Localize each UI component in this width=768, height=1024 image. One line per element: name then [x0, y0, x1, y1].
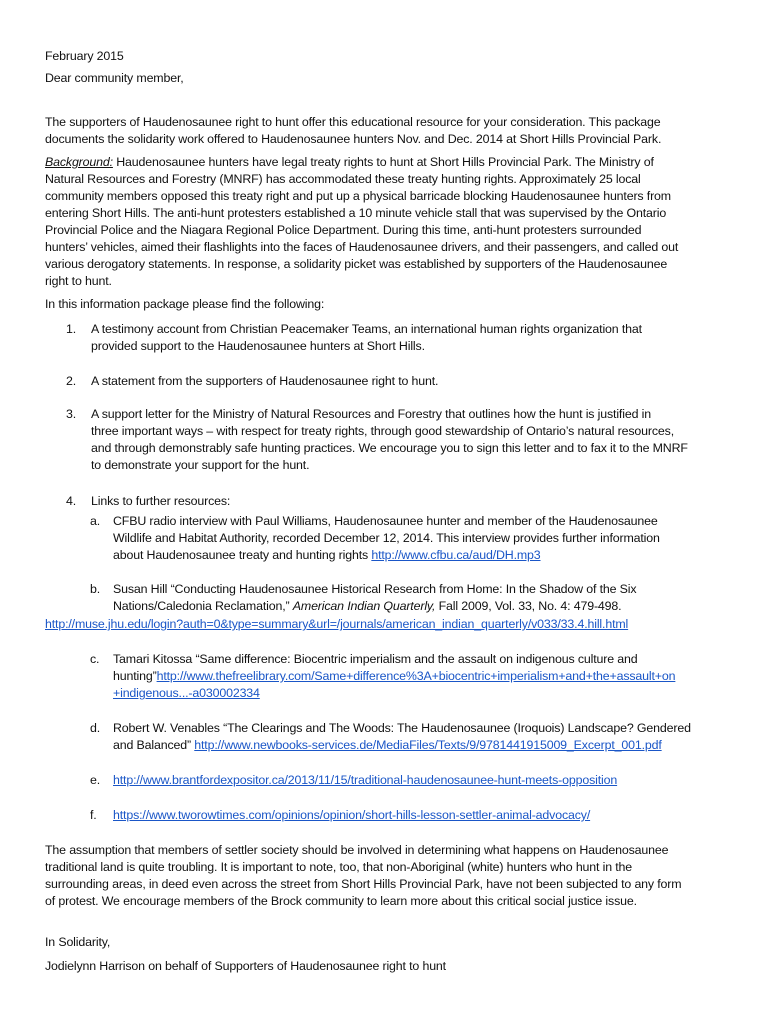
item-number: 1.	[66, 322, 77, 336]
background-line: Natural Resources and Forestry (MNRF) has accommodated these treaty hunting rights. Approximately 25 local	[45, 172, 641, 186]
intro-line: documents the solidarity work offered to Haudenosaunee hunters Nov. and Dec. 2014 at Short Hills Provincial Park.	[45, 132, 662, 146]
resource-line: Wildlife and Habitat Authority, recorded December 12, 2014. This interview provides further information	[113, 531, 660, 545]
background-line: entering Short Hills. The anti-hunt protesters established a 10 minute vehicle stall that was supervised by the Ontario	[45, 206, 667, 220]
list-item-line: Links to further resources:	[91, 494, 231, 508]
intro-line: The supporters of Haudenosaunee right to hunt offer this educational resource for your consideration. This package	[45, 115, 661, 129]
list-item-line: provided support to the Haudenosaunee hunters at Short Hills.	[91, 339, 425, 353]
salutation: Dear community member,	[45, 71, 184, 85]
resource-letter: a.	[90, 514, 101, 528]
resource-line: Tamari Kitossa “Same difference: Biocentric imperialism and the assault on indigenous culture and	[113, 652, 638, 666]
resource-line: Susan Hill “Conducting Haudenosaunee Historical Research from Home: In the Shadow of the Six	[113, 582, 637, 596]
item-number: 3.	[66, 407, 77, 421]
resource-item	[113, 651, 753, 702]
background-line: hunters’ vehicles, aimed their flashlights into the faces of Haudenosaunee drivers, and their passengers, and called out	[45, 240, 679, 254]
resource-item	[113, 807, 753, 824]
list-item	[91, 373, 731, 390]
resource-letter: c.	[90, 652, 100, 666]
resource-item	[113, 720, 753, 754]
resource-item	[113, 772, 753, 789]
intro-paragraph	[45, 114, 725, 148]
brantford-link[interactable]: http://www.brantfordexpositor.ca/2013/11/15/traditional-haudenosaunee-hunt-meets-opposition	[113, 773, 618, 787]
cfbu-link[interactable]: http://www.cfbu.ca/aud/DH.mp3	[371, 548, 541, 562]
list-item-line: A testimony account from Christian Peacemaker Teams, an international human rights organization that	[91, 322, 642, 336]
resource-letter: f.	[90, 808, 97, 822]
resource-line: Robert W. Venables “The Clearings and The Woods: The Haudenosaunee (Iroquois) Landscape? Gendered	[113, 721, 691, 735]
freelibrary-link-continued[interactable]: +indigenous...-a030002334	[113, 686, 260, 700]
background-line: community members opposed this treaty right and put up a physical barricade blocking Haudenosaunee hunters from	[45, 189, 671, 203]
conclusion-line: surrounding areas, in deed even across the street from Short Hills Provincial Park, have not been subjected to any form	[45, 877, 682, 891]
closing: In Solidarity,	[45, 935, 111, 949]
resource-line: and Balanced”	[113, 738, 195, 752]
list-item	[91, 493, 731, 510]
item-number: 4.	[66, 494, 77, 508]
list-item-line: three important ways – with respect for treaty rights, through good stewardship of Ontario’s natural resources,	[91, 424, 674, 438]
conclusion-paragraph	[45, 842, 725, 910]
list-item-line: A statement from the supporters of Haudenosaunee right to hunt.	[91, 374, 439, 388]
signature: Jodielynn Harrison on behalf of Supporters of Haudenosaunee right to hunt	[45, 959, 446, 973]
list-item-line: to demonstrate your support for the hunt.	[91, 458, 310, 472]
resource-item	[113, 513, 753, 564]
list-item	[91, 321, 731, 355]
resource-line: Nations/Caledonia Reclamation,”	[113, 599, 293, 613]
background-paragraph	[45, 154, 725, 290]
conclusion-line: traditional land is quite troubling. It is important to note, too, that non-Aboriginal (white) hunters who hunt in the	[45, 860, 633, 874]
resource-line: hunting”	[113, 669, 157, 683]
resource-line: about Haudenosaunee treaty and hunting rights	[113, 548, 372, 562]
muse-link[interactable]: http://muse.jhu.edu/login?auth=0&type=summary&url=/journals/american_indian_quarterly/v033/33.4.hill.html	[45, 617, 629, 631]
resource-b-link-row	[45, 616, 725, 633]
background-first-line: Haudenosaunee hunters have legal treaty rights to hunt at Short Hills Provincial Park. The Ministry of	[112, 155, 654, 169]
freelibrary-link[interactable]: http://www.thefreelibrary.com/Same+difference%3A+biocentric+imperialism+and+the+assault+on	[156, 669, 676, 683]
resource-item	[113, 581, 753, 615]
background-line: right to hunt.	[45, 274, 112, 288]
resource-letter: d.	[90, 721, 101, 735]
resource-line: CFBU radio interview with Paul Williams, Haudenosaunee hunter and member of the Haudenosaunee	[113, 514, 658, 528]
list-item-line: and through demonstrably safe hunting practices. We encourage you to sign this letter and to fax it to the MNRF	[91, 441, 688, 455]
background-line: various derogatory statements. In response, a solidarity picket was established by supporters of the Haudenosaunee	[45, 257, 668, 271]
newbooks-link[interactable]: http://www.newbooks-services.de/MediaFiles/Texts/9/9781441915009_Excerpt_001.pdf	[194, 738, 662, 752]
journal-title: American Indian Quarterly,	[292, 599, 436, 613]
conclusion-line: of protest. We encourage members of the Brock community to learn more about this critical social justice issue.	[45, 894, 637, 908]
item-number: 2.	[66, 374, 77, 388]
resource-letter: b.	[90, 582, 101, 596]
letter-date: February 2015	[45, 49, 124, 63]
background-line: Provincial Police and the Niagara Regional Police Department. During this time, anti-hunt protesters surrounded	[45, 223, 642, 237]
resource-line: Fall 2009, Vol. 33, No. 4: 479-498.	[435, 599, 622, 613]
list-item-line: A support letter for the Ministry of Natural Resources and Forestry that outlines how the hunt is justified in	[91, 407, 651, 421]
resource-letter: e.	[90, 773, 101, 787]
conclusion-line: The assumption that members of settler society should be involved in determining what happens on Haudenosaunee	[45, 843, 669, 857]
package-intro: In this information package please find the following:	[45, 297, 325, 311]
list-item	[91, 406, 731, 474]
background-label: Background:	[45, 155, 113, 169]
tworowtimes-link[interactable]: https://www.tworowtimes.com/opinions/opinion/short-hills-lesson-settler-animal-advocacy/	[113, 808, 591, 822]
